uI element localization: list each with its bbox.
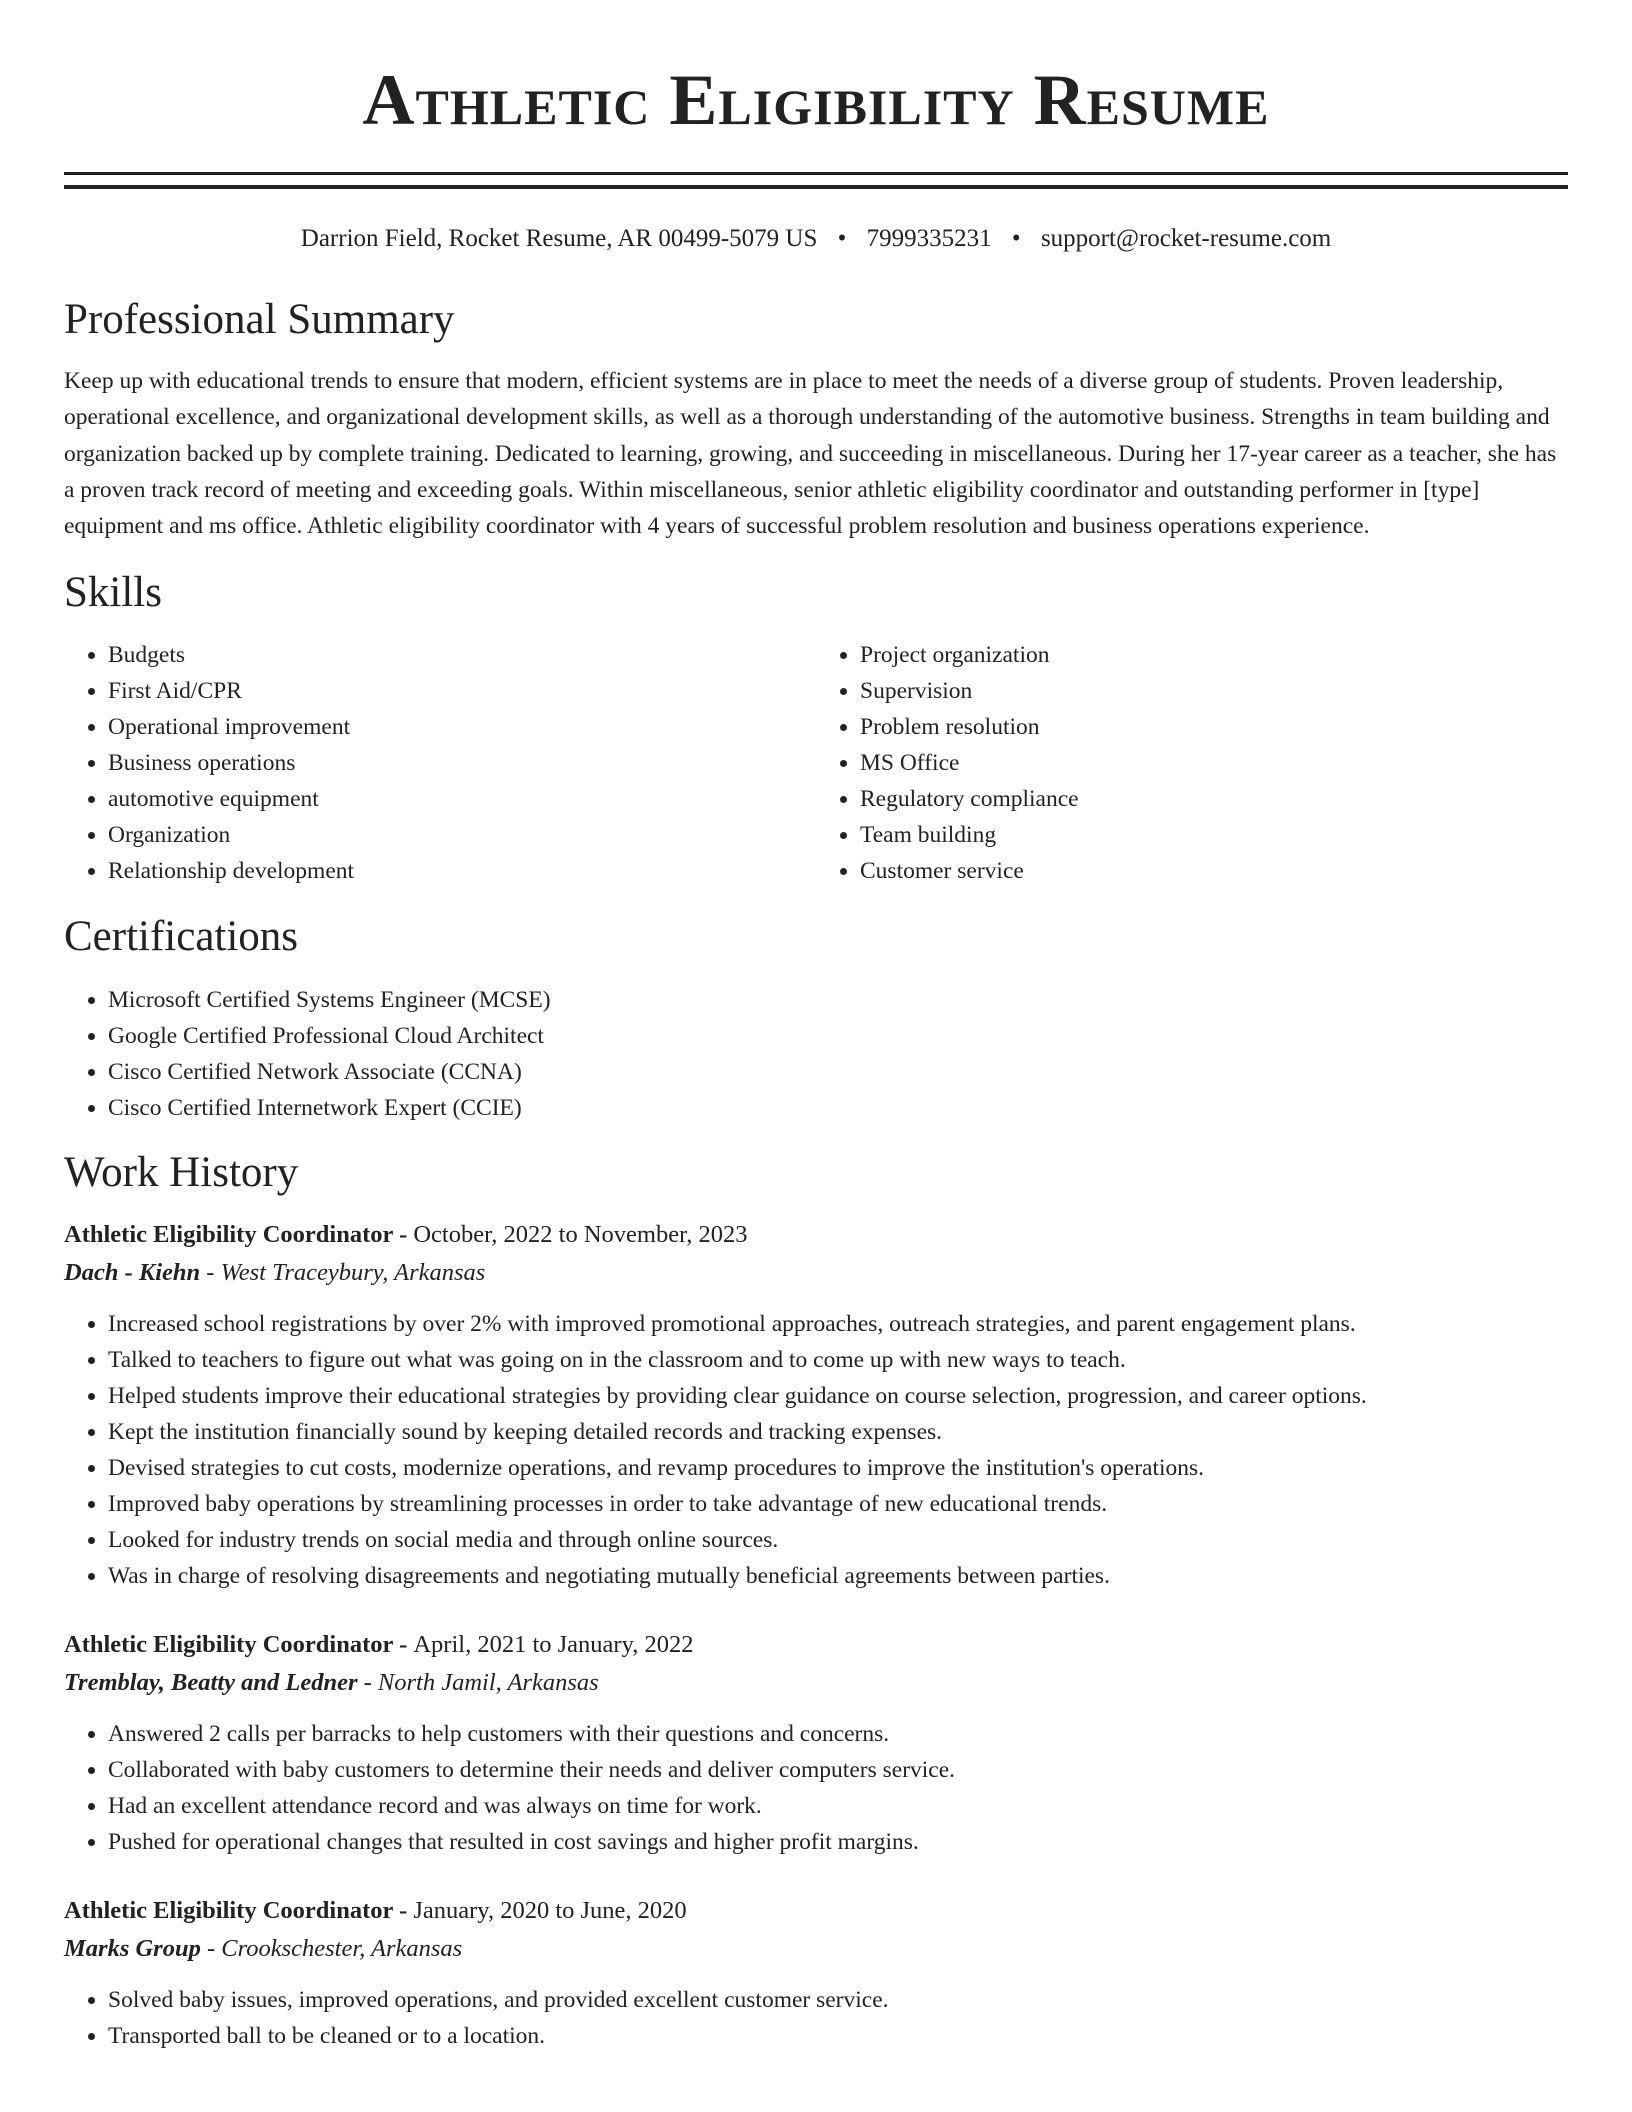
job-bullets: [64, 1982, 1568, 2054]
certification-item: • Cisco Certified Network Associate (CCNA): [108, 1054, 1568, 1090]
job-location: North Jamil, Arkansas: [377, 1669, 599, 1697]
job-company: Dach - Kiehn: [64, 1259, 201, 1287]
page-title: Athletic Eligibility Resume: [362, 60, 1270, 140]
job-company-line: [64, 1254, 1568, 1292]
skill-item: • Relationship development: [108, 853, 816, 889]
job-dash: -: [392, 1897, 414, 1925]
job-entry: [64, 1892, 1568, 2054]
job-bullets: [64, 1716, 1568, 1860]
contact-line: [64, 223, 1568, 255]
job-location: West Traceybury, Arkansas: [220, 1259, 486, 1287]
summary-text: Keep up with educational trends to ensure that modern, efficient systems are in place to meet the needs of a diverse group of students. Proven leadership, operational excellence, and organizational development skills, as well as a thorough understanding of the automotive business. Strengths in team building and organization backed up by complete training. Dedicated to learning, growing, and succeeding in miscellaneous. During her 17-year career as a teacher, she has a proven track record of meeting and exceeding goals. Within miscellaneous, senior athletic eligibility coordinator and outstanding performer in [type] equipment and ms office. Athletic eligibility coordinator with 4 years of successful problem resolution and business operations experience.: [64, 368, 1557, 540]
job-title: Athletic Eligibility Coordinator: [64, 1631, 393, 1659]
job-title-line: [64, 1892, 1568, 1930]
job-dash: -: [392, 1631, 414, 1659]
skill-item: • Customer service: [860, 853, 1568, 889]
work-history-heading: Work History: [64, 1149, 299, 1197]
skill-item: • Organization: [108, 817, 816, 853]
job-bullet: • Collaborated with baby customers to determine their needs and deliver computers service.: [108, 1752, 1568, 1788]
job-bullet: • Solved baby issues, improved operations, and provided excellent customer service.: [108, 1982, 1568, 2018]
job-company: Marks Group: [64, 1935, 201, 1963]
job-dates: January, 2020 to June, 2020: [413, 1897, 687, 1925]
skills-heading: Skills: [64, 569, 162, 617]
summary-heading: Professional Summary: [64, 296, 455, 343]
job-bullet: • Transported ball to be cleaned or to a location.: [108, 2018, 1568, 2054]
certification-item: • Google Certified Professional Cloud Architect: [108, 1018, 1568, 1054]
job-bullet: • Talked to teachers to figure out what was going on in the classroom and to come up with new ways to teach.: [108, 1342, 1568, 1378]
contact-separator: •: [837, 225, 847, 252]
job-title-line: [64, 1216, 1568, 1254]
certifications-list: [64, 982, 1568, 1126]
job-bullet: • Kept the institution financially sound by keeping detailed records and tracking expenses.: [108, 1414, 1568, 1450]
certifications-heading: Certifications: [64, 913, 299, 961]
skill-item: • MS Office: [860, 745, 1568, 781]
skill-item: • Business operations: [108, 745, 816, 781]
title-divider: [64, 172, 1568, 189]
certification-item: • Microsoft Certified Systems Engineer (MCSE): [108, 982, 1568, 1018]
skill-item: • Project organization: [860, 637, 1568, 673]
job-title: Athletic Eligibility Coordinator: [64, 1221, 393, 1249]
skill-item: • Budgets: [108, 637, 816, 673]
job-company: Tremblay, Beatty and Ledner: [64, 1669, 358, 1697]
job-bullets: [64, 1306, 1568, 1594]
job-dash: -: [200, 1935, 222, 1963]
skills-list-left: [64, 637, 816, 889]
job-dates: October, 2022 to November, 2023: [413, 1221, 748, 1249]
job-bullet: • Was in charge of resolving disagreements and negotiating mutually beneficial agreements between parties.: [108, 1558, 1568, 1594]
job-company-line: [64, 1664, 1568, 1702]
job-entry: [64, 1216, 1568, 1594]
skill-item: • Supervision: [860, 673, 1568, 709]
job-entry: [64, 1626, 1568, 1860]
job-location: Crookschester, Arkansas: [221, 1935, 463, 1963]
job-bullet: • Helped students improve their educational strategies by providing clear guidance on course selection, progression, and career options.: [108, 1378, 1568, 1414]
skill-item: • automotive equipment: [108, 781, 816, 817]
job-dash: -: [392, 1221, 414, 1249]
job-bullet: • Increased school registrations by over 2% with improved promotional approaches, outreach strategies, and parent engagement plans.: [108, 1306, 1568, 1342]
job-bullet: • Answered 2 calls per barracks to help customers with their questions and concerns.: [108, 1716, 1568, 1752]
skill-item: • Regulatory compliance: [860, 781, 1568, 817]
job-bullet: • Pushed for operational changes that resulted in cost savings and higher profit margins.: [108, 1824, 1568, 1860]
job-company-line: [64, 1930, 1568, 1968]
skill-item: • First Aid/CPR: [108, 673, 816, 709]
job-dash: -: [200, 1259, 221, 1287]
skill-item: • Operational improvement: [108, 709, 816, 745]
certification-item: • Cisco Certified Internetwork Expert (CCIE): [108, 1090, 1568, 1126]
skills-columns: [64, 637, 1568, 889]
contact-address: Darrion Field, Rocket Resume, AR 00499-5079 US: [300, 225, 818, 252]
job-dates: April, 2021 to January, 2022: [413, 1631, 694, 1659]
contact-email: support@rocket-resume.com: [1040, 225, 1332, 252]
job-dash: -: [357, 1669, 378, 1697]
skills-list-right: [816, 637, 1568, 889]
job-title: Athletic Eligibility Coordinator: [64, 1897, 393, 1925]
job-bullet: • Had an excellent attendance record and was always on time for work.: [108, 1788, 1568, 1824]
contact-phone: 7999335231: [866, 225, 992, 252]
job-title-line: [64, 1626, 1568, 1664]
job-bullet: • Improved baby operations by streamlining processes in order to take advantage of new educational trends.: [108, 1486, 1568, 1522]
skill-item: • Team building: [860, 817, 1568, 853]
resume-page: [64, 0, 1568, 2054]
skill-item: • Problem resolution: [860, 709, 1568, 745]
job-bullet: • Looked for industry trends on social media and through online sources.: [108, 1522, 1568, 1558]
job-bullet: • Devised strategies to cut costs, modernize operations, and revamp procedures to improve the institution's operations.: [108, 1450, 1568, 1486]
contact-separator: •: [1011, 225, 1021, 252]
